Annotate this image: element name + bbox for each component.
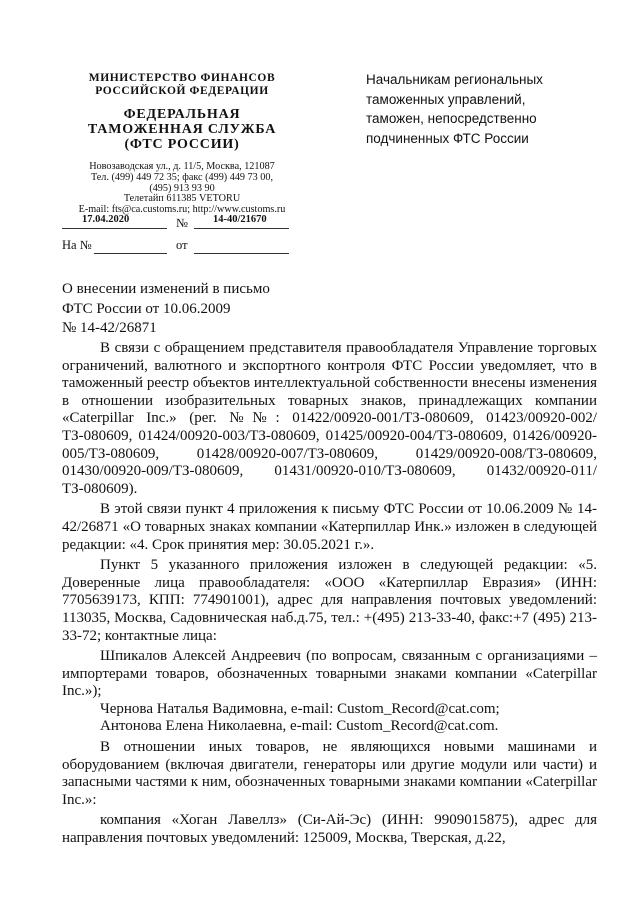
from-label: от (176, 238, 188, 252)
paragraph-6: Антонова Елена Николаевна, e-mail: Custom_Record@cat.com. (100, 718, 499, 735)
ministry-line-2: РОССИЙСКОЙ ФЕДЕРАЦИИ (95, 84, 269, 97)
recipient-line-4: подчиненных ФТС России (366, 130, 529, 146)
phones: Тел. (499) 449 72 35; факс (499) 449 73 00, (90, 171, 274, 183)
service-line-2: ТАМОЖЕННАЯ СЛУЖБА (87, 122, 277, 137)
ministry-line-1: МИНИСТЕРСТВО ФИНАНСОВ (88, 72, 276, 84)
address: Новозаводская ул., д. 11/5, Москва, 121087 (89, 161, 275, 172)
recipient-line-3: таможен, непосредственно (366, 111, 537, 126)
number-underline (194, 228, 289, 229)
paragraph-7: В отношении иных товаров, не являющихся новыми машинами и оборудованием (включая двигатели, генераторы или другие модули или части) и запасными частями к ним, обозначенных товарными знаками компании «Caterpillar Inc.»: (62, 739, 597, 808)
contact-block (58, 162, 306, 216)
number-label: № (176, 216, 188, 230)
service-line-1: ФЕДЕРАЛЬНАЯ (123, 107, 241, 122)
recipient-line-2: таможенных управлений, (366, 91, 526, 107)
recipient-line-1: Начальникам региональных (366, 72, 543, 87)
recipient-block (366, 70, 606, 148)
registration-date: 17.04.2020 (82, 214, 130, 225)
subject-line-3: № 14-42/26871 (62, 320, 157, 336)
subject-line-1: О внесении изменений в письмо (62, 281, 270, 297)
letterhead (58, 72, 306, 216)
paragraph-3: Пункт 5 указанного приложения изложен в следующей редакции: «5. Доверенные лица правообладателя: «ООО «Катерпиллар Евразия» (ИНН: 7705639173, КПП: 774901001), адрес для направления почтовых уведомлений: 113035, Москва, Садовническая наб.д.75, тел.: +(495) 213-33-40, факс:+7 (495) 213-33-72; контактные лица: (62, 557, 597, 644)
ref-underline (94, 253, 167, 254)
paragraph-8: компания «Хоган Лавеллз» (Си-Ай-Эс) (ИНН: 9909015875), адрес для направления почтовых уведомлений: 125009, Москва, Тверская, д.22, (62, 812, 597, 847)
date-underline (62, 228, 167, 229)
from-underline (194, 253, 289, 254)
phones-2: (495) 913 93 90 (149, 182, 215, 194)
service-line-3: (ФТС РОССИИ) (124, 137, 240, 152)
telex: Телетайп 611385 VETORU (123, 193, 241, 205)
ref-label: На № (62, 238, 92, 252)
paragraph-5: Чернова Наталья Вадимовна, e-mail: Custom_Record@cat.com; (100, 700, 500, 717)
paragraph-4: Шпикалов Алексей Андреевич (по вопросам, связанным с организациями – импортерами товаров, обозначенных товарными знаками компании «Caterpillar Inc.»); (62, 648, 597, 700)
subject-line-2: ФТС России от 10.06.2009 (62, 300, 231, 317)
registration-number: 14-40/21670 (213, 214, 267, 225)
email: E-mail: fts@ca.customs.ru; http://www.customs.ru (78, 204, 286, 216)
letter-body (62, 340, 597, 848)
paragraph-1: В связи с обращением представителя правообладателя Управление торговых ограничений, валютного и экспортного контроля ФТС России уведомляет, что в таможенный реестр объектов интеллектуальной собственности внесены изменения в отношении изобразительных товарных знаков, принадлежащих компании «Caterpillar Inc.» (рег. №№: 01422/00920-001/ТЗ-080609, 01423/00920-002/ТЗ-080609, 01424/00920-003/ТЗ-080609, 01425/00920-004/ТЗ-080609, 01426/00920-005/ТЗ-080609, 01428/00920-007/ТЗ-080609, 01429/00920-008/ТЗ-080609, 01430/00920-009/ТЗ-080609, 01431/00920-010/ТЗ-080609, 01432/00920-011/ТЗ-080609). (62, 340, 597, 497)
subject-block (62, 280, 362, 339)
paragraph-2: В этой связи пункт 4 приложения к письму ФТС России от 10.06.2009 № 14-42/26871 «О товарных знаках компании «Катерпиллар Инк.» изложен в следующей редакции: «4. Срок принятия мер: 30.05.2021 г.». (62, 501, 597, 553)
